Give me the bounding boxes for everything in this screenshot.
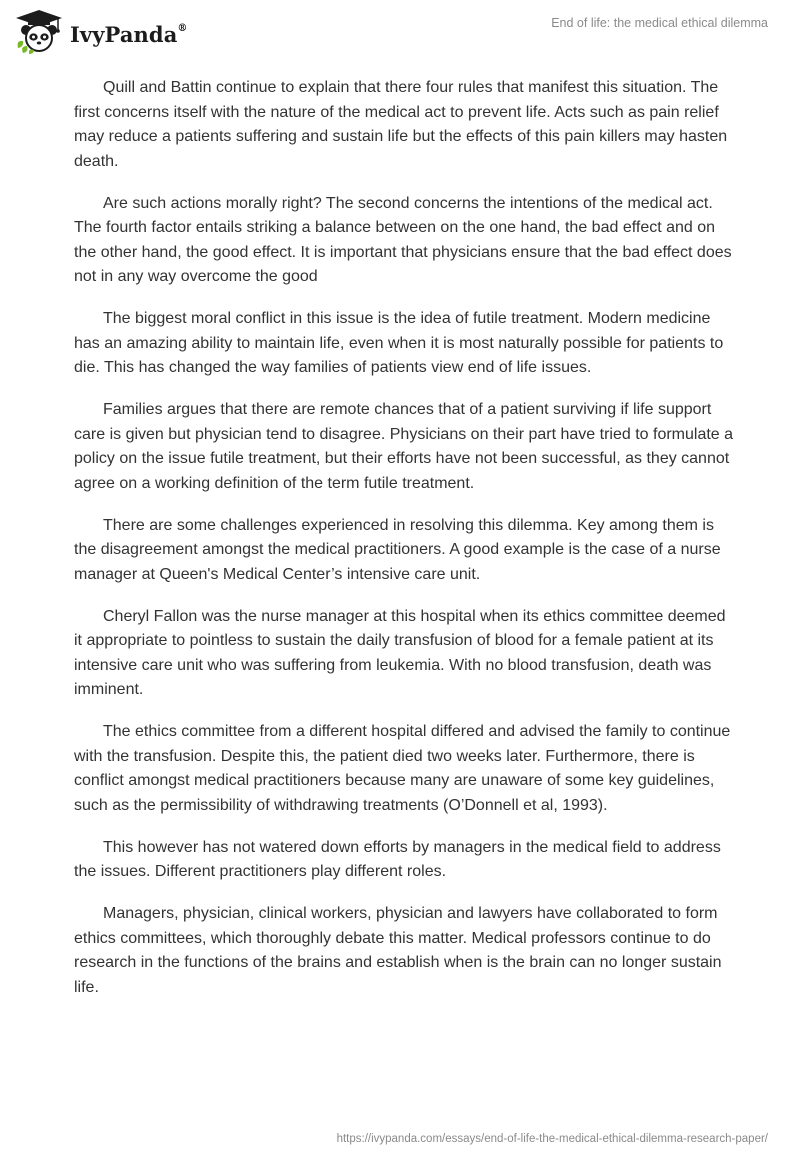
paragraph: Managers, physician, clinical workers, physician and lawyers have collaborated to form ethics committees, which thoroughly debate this matter. Medical professors continue to do research in the functions of the brains and establish when is the brain can no longer sustain life.: [74, 905, 722, 996]
essay-body: [74, 76, 734, 1018]
paragraph: Cheryl Fallon was the nurse manager at this hospital when its ethics committee deemed it appropriate to pointless to sustain the daily transfusion of blood for a female patient at its intensive care unit who was suffering from leukemia. With no blood transfusion, death was imminent.: [74, 607, 726, 698]
paragraph: The biggest moral conflict in this issue is the idea of futile treatment. Modern medicine has an amazing ability to maintain life, even when it is most naturally possible for patients to die. This has changed the way families of patients view end of life issues.: [74, 310, 724, 376]
paragraph: The ethics committee from a different hospital differed and advised the family to continue with the transfusion. Despite this, the patient died two weeks later. Furthermore, there is conflict amongst medical practitioners because many are unaware of some key guidelines, such as the permissibility of withdrawing treatments (O’Donnell et al, 1993).: [74, 723, 731, 814]
paragraph: This however has not watered down efforts by managers in the medical field to address the issues. Different practitioners play different roles.: [74, 838, 721, 880]
paragraph: Quill and Battin continue to explain that there four rules that manifest this situation. The first concerns itself with the nature of the medical act to prevent life. Acts such as pain relief may reduce a patients suffering and sustain life but the effects of this pain killers may hasten death.: [74, 79, 728, 170]
paragraph: Families argues that there are remote chances that of a patient surviving if life support care is given but physician tend to disagree. Physicians on their part have tried to formulate a policy on the issue futile treatment, but their efforts have not been successful, as they cannot agree on a working definition of the term futile treatment.: [74, 401, 734, 492]
document-title: End of life: the medical ethical dilemma: [551, 16, 768, 30]
brand-logo[interactable]: [14, 8, 188, 56]
brand-name: IvyPanda®: [70, 21, 188, 47]
panda-graduate-logo-icon: [14, 8, 64, 56]
source-url[interactable]: https://ivypanda.com/essays/end-of-life-the-medical-ethical-dilemma-research-paper/: [336, 1133, 768, 1145]
page-header: [0, 0, 800, 64]
paragraph: Are such actions morally right? The second concerns the intentions of the medical act. The fourth factor entails striking a balance between on the one hand, the bad effect and on the other hand, the good effect. It is important that physicians ensure that the bad effect does not in any way overcome the good: [74, 194, 732, 285]
paragraph: There are some challenges experienced in resolving this dilemma. Key among them is the disagreement amongst the medical practitioners. A good example is the case of a nurse manager at Queen's Medical Center’s intensive care unit.: [74, 516, 721, 583]
